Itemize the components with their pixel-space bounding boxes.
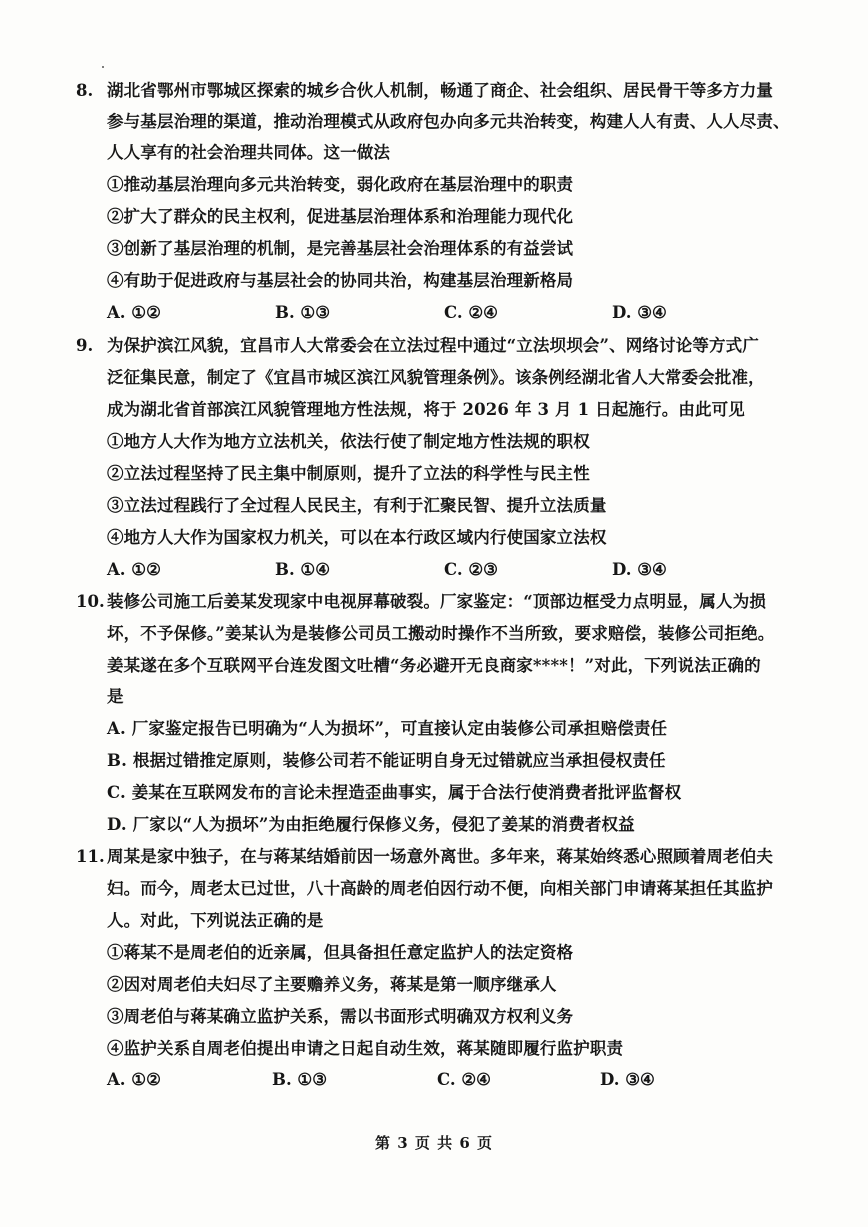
statement-item: ②因对周老伯夫妇尽了主要赡养义务，蒋某是第一顺序继承人 xyxy=(107,975,557,994)
stem-line: 人。对此，下列说法正确的是 xyxy=(107,911,324,930)
statement-item: ③立法过程践行了全过程人民民主，有利于汇聚民智、提升立法质量 xyxy=(107,496,607,515)
choice-d: D. 厂家以“人为损坏”为由拒绝履行保修义务，侵犯了姜某的消费者权益 xyxy=(107,815,635,834)
stem-line: 成为湖北省首部滨江风貌管理地方性法规，将于 2026 年 3 月 1 日起施行。由此可见 xyxy=(107,400,745,419)
question-number: 9. xyxy=(76,336,94,355)
choice-c: C. ②④ xyxy=(437,1070,491,1089)
stem-line: 人人享有的社会治理共同体。这一做法 xyxy=(107,143,391,162)
question-number: 11. xyxy=(76,847,105,866)
choice-a: A. ①② xyxy=(107,1070,161,1089)
stem-line: 泛征集民意，制定了《宜昌市城区滨江风貌管理条例》。该条例经湖北省人大常委会批准， xyxy=(107,368,765,387)
stem-line: 姜某遂在多个互联网平台连发图文吐槽“务必避开无良商家****！”对此，下列说法正确的 xyxy=(107,656,761,675)
scan-speck xyxy=(102,66,104,68)
statement-item: ④有助于促进政府与基层社会的协同共治，构建基层治理新格局 xyxy=(107,271,574,290)
question-number: 10. xyxy=(76,592,105,611)
statement-item: ①蒋某不是周老伯的近亲属，但具备担任意定监护人的法定资格 xyxy=(107,943,574,962)
choice-d: D. ③④ xyxy=(612,303,667,322)
choice-b: B. ①③ xyxy=(275,303,331,322)
page-number-footer: 第 3 页 共 6 页 xyxy=(375,1134,493,1152)
statement-item: ①推动基层治理向多元共治转变，弱化政府在基层治理中的职责 xyxy=(107,175,574,194)
stem-line: 坏，不予保修。”姜某认为是装修公司员工搬动时操作不当所致，要求赔偿，装修公司拒绝。 xyxy=(107,624,775,643)
choice-a: A. ①② xyxy=(107,560,161,579)
statement-item: ④监护关系自周老伯提出申请之日起自动生效，蒋某随即履行监护职责 xyxy=(107,1039,624,1058)
choice-d: D. ③④ xyxy=(600,1070,655,1089)
question-number: 8. xyxy=(76,81,94,100)
statement-item: ①地方人大作为地方立法机关，依法行使了制定地方性法规的职权 xyxy=(107,432,590,451)
stem-line: 参与基层治理的渠道，推动治理模式从政府包办向多元共治转变，构建人人有责、人人尽责、 xyxy=(107,112,790,131)
choice-b: B. 根据过错推定原则，装修公司若不能证明自身无过错就应当承担侵权责任 xyxy=(107,751,666,770)
statement-item: ④地方人大作为国家权力机关，可以在本行政区域内行使国家立法权 xyxy=(107,528,607,547)
statement-item: ②扩大了群众的民主权利，促进基层治理体系和治理能力现代化 xyxy=(107,207,574,226)
stem-line: 湖北省鄂州市鄂城区探索的城乡合伙人机制，畅通了商企、社会组织、居民骨干等多方力量 xyxy=(107,81,773,100)
choice-a: A. 厂家鉴定报告已明确为“人为损坏”，可直接认定由装修公司承担赔偿责任 xyxy=(107,719,668,738)
choice-c: C. ②④ xyxy=(444,303,498,322)
choice-d: D. ③④ xyxy=(612,560,667,579)
choice-c: C. ②③ xyxy=(444,560,498,579)
stem-line: 是 xyxy=(107,687,124,706)
choice-b: B. ①④ xyxy=(275,560,331,579)
choice-a: A. ①② xyxy=(107,303,161,322)
stem-line: 妇。而今，周老太已过世，八十高龄的周老伯因行动不便，向相关部门申请蒋某担任其监护 xyxy=(107,879,773,898)
statement-item: ②立法过程坚持了民主集中制原则，提升了立法的科学性与民主性 xyxy=(107,464,590,483)
statement-item: ③创新了基层治理的机制，是完善基层社会治理体系的有益尝试 xyxy=(107,239,574,258)
stem-line: 为保护滨江风貌，宜昌市人大常委会在立法过程中通过“立法坝坝会”、网络讨论等方式广 xyxy=(107,336,759,355)
stem-line: 装修公司施工后姜某发现家中电视屏幕破裂。厂家鉴定：“顶部边框受力点明显，属人为损 xyxy=(107,592,766,611)
choice-c: C. 姜某在互联网发布的言论未捏造歪曲事实，属于合法行使消费者批评监督权 xyxy=(107,783,682,802)
statement-item: ③周老伯与蒋某确立监护关系，需以书面形式明确双方权利义务 xyxy=(107,1007,574,1026)
choice-b: B. ①③ xyxy=(272,1070,328,1089)
stem-line: 周某是家中独子，在与蒋某结婚前因一场意外离世。多年来，蒋某始终悉心照顾着周老伯夫 xyxy=(107,847,773,866)
